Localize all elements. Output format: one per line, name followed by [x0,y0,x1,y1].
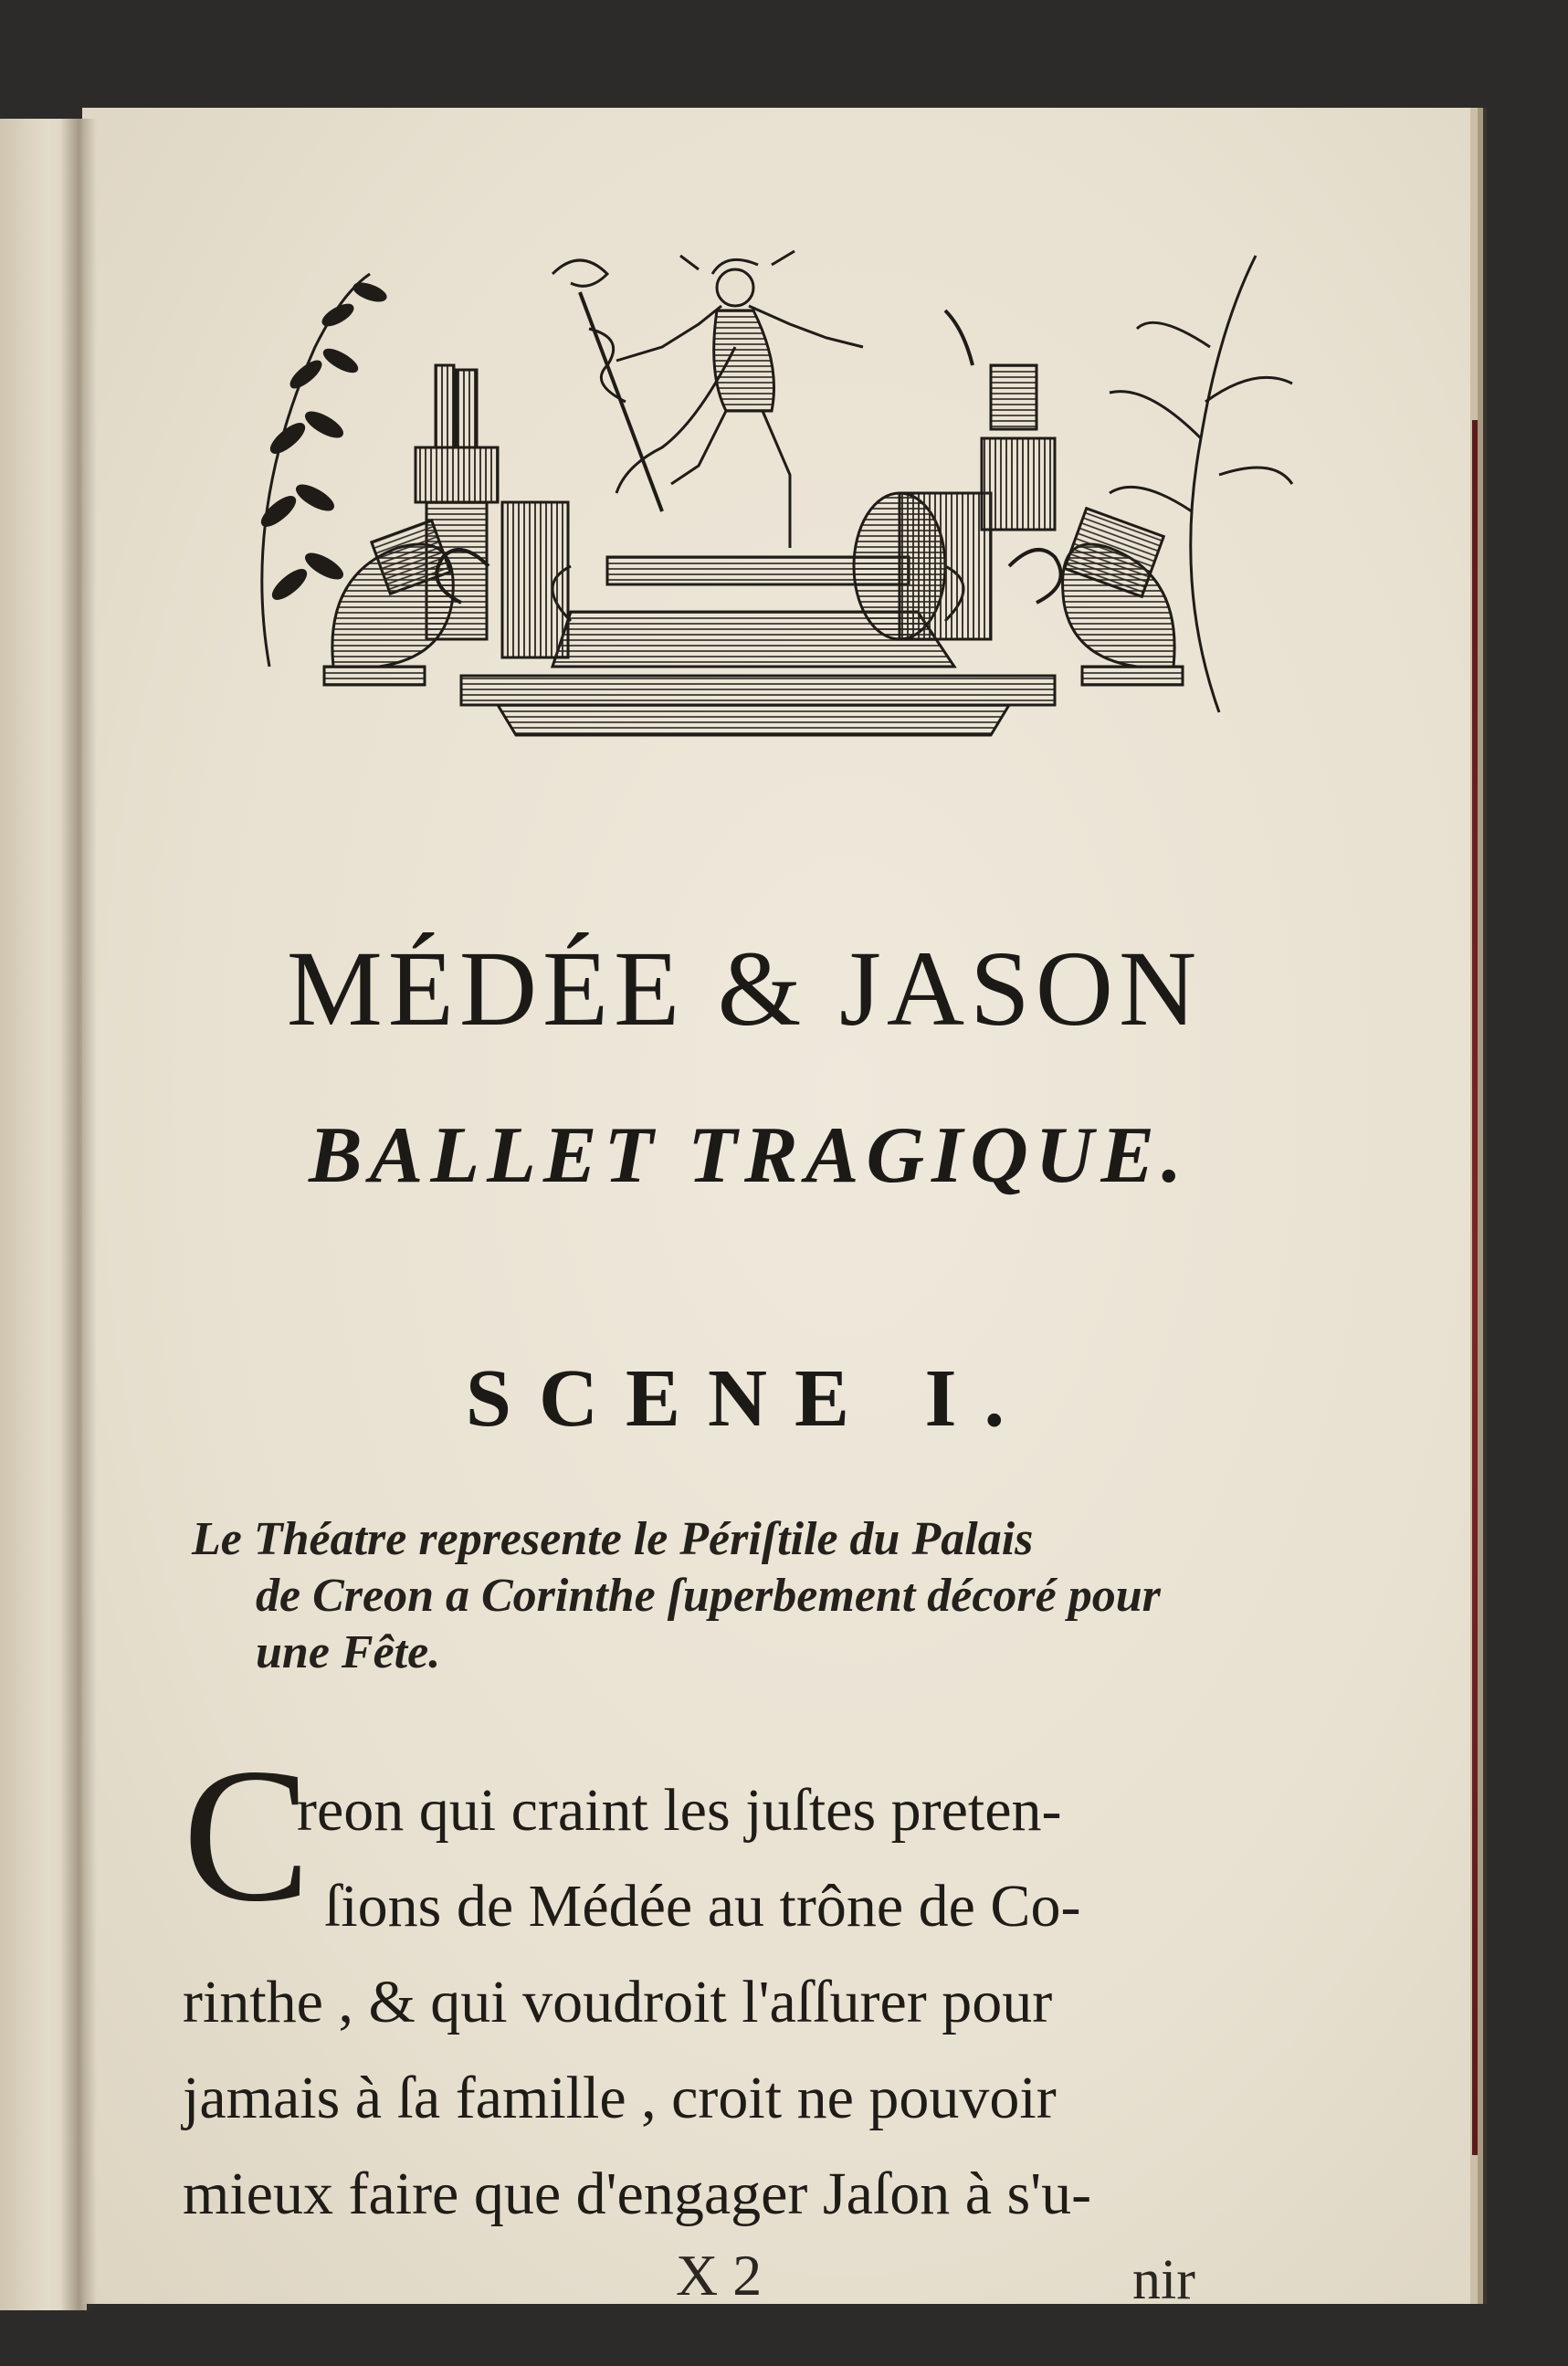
signature-mark: X 2 [676,2243,763,2308]
stage-direction-line: une Fête. [256,1626,441,1678]
scene-heading: SCENE I. [465,1353,1033,1444]
stage-direction-line: Le Théatre represente le Périſtile du Palais [192,1513,1034,1565]
page-title: MÉDÉE & JASON [286,929,1203,1048]
drop-cap: C [183,1730,311,1941]
body-text-line: mieux faire que d'engager Jaſon à s'u- [183,2161,1092,2227]
body-text-line: ſions de Médée au trône de Co- [324,1873,1081,1940]
body-text-line: rinthe , & qui voudroit l'aſſurer pour [183,1969,1053,2035]
headpiece-ornament-icon [187,237,1310,758]
body-text-line: jamais à ſa famille , croit ne pouvoir [183,2065,1057,2131]
red-page-edge [1472,420,1478,2155]
catchword: nir [1132,2249,1195,2311]
stage-direction-line: de Creon a Corinthe ſuperbement décoré pour [256,1570,1161,1622]
book-gutter [60,119,97,2310]
page-subtitle: BALLET TRAGIQUE. [308,1111,1190,1200]
body-text-line: reon qui craint les juſtes preten- [297,1777,1062,1844]
